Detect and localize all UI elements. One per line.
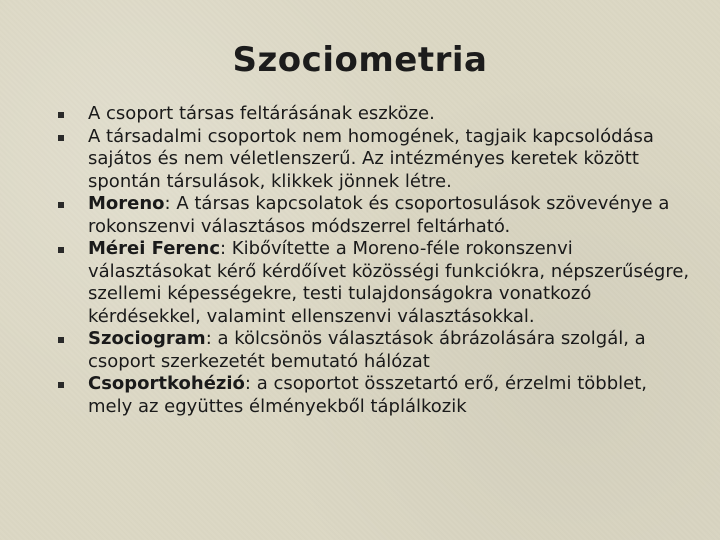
bullet-text: A társadalmi csoportok nem homogének, tagjaik kapcsolódása sajátos és nem véletlenszerű. Az intézményes keretek között spontán társulások, klikkek jönnek létre. [88, 125, 654, 192]
bullet-text: : Kibővítette a Moreno-féle rokonszenvi választásokat kérő kérdőívet közösségi funkciókra, népszerűségre, szellemi képességekre, testi tulajdonságokra vonatkozó kérdésekkel, valamint ellenszenvi választásokkal. [88, 238, 690, 327]
bullet-item [58, 126, 694, 194]
bullet-text: : A társas kapcsolatok és csoportosulások szövevénye a rokonszenvi választásos módszerrel feltárható. [88, 193, 670, 237]
square-bullet-icon [58, 247, 64, 253]
square-bullet-icon [58, 135, 64, 141]
bullet-text: : a kölcsönös választások ábrázolására szolgál, a csoport szerkezetét bemutató hálózat [88, 328, 646, 372]
bullet-term: Mérei Ferenc [88, 238, 220, 259]
bullet-list [58, 103, 694, 418]
bullet-item [58, 103, 694, 126]
bullet-term: Csoportkohézió [88, 373, 245, 394]
square-bullet-icon [58, 337, 64, 343]
bullet-item [58, 373, 694, 418]
bullet-item [58, 328, 694, 373]
bullet-term: Szociogram [88, 328, 206, 349]
square-bullet-icon [58, 202, 64, 208]
slide-title: Szociometria [232, 40, 488, 80]
bullet-item [58, 193, 694, 238]
square-bullet-icon [58, 112, 64, 118]
bullet-term: Moreno [88, 193, 165, 214]
bullet-text: : a csoportot összetartó erő, érzelmi többlet, mely az együttes élményekből táplálkozik [88, 373, 647, 417]
square-bullet-icon [58, 382, 64, 388]
bullet-item [58, 238, 694, 328]
bullet-text: A csoport társas feltárásának eszköze. [88, 103, 435, 124]
